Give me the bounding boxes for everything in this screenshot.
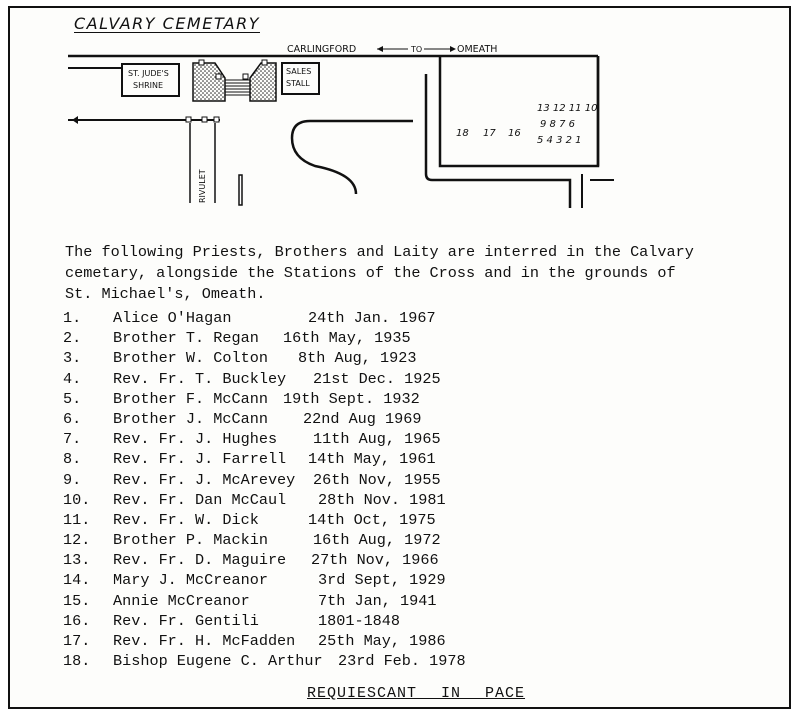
entry-date: 16th May, 1935 — [283, 329, 411, 348]
entry-name: Brother J. McCann — [113, 409, 268, 428]
entry-number: 4. — [63, 369, 82, 388]
fence-post — [202, 117, 207, 122]
gate-step-1 — [225, 80, 250, 83]
stall-label-line1: SALES — [286, 67, 312, 76]
burial-entry — [63, 390, 466, 410]
entry-date: 22nd Aug 1969 — [303, 409, 422, 428]
document-page — [8, 6, 791, 709]
shrine-label-line2: SHRINE — [133, 81, 164, 90]
entry-name: Rev. Fr. J. Farrell — [113, 450, 287, 469]
page-title: CALVARY CEMETARY — [74, 14, 260, 33]
stations-row-3: 5 4 3 2 1 — [537, 135, 582, 146]
entry-number: 13. — [63, 551, 91, 570]
entry-number: 8. — [63, 450, 82, 469]
gate-post — [243, 74, 248, 79]
curved-driveway — [292, 121, 413, 194]
entry-name: Rev. Fr. J. McArevey — [113, 470, 296, 489]
burial-entry — [63, 309, 466, 329]
arrow-left-icon — [377, 46, 383, 52]
entry-date: 21st Dec. 1925 — [313, 369, 441, 388]
burial-entry — [63, 511, 466, 531]
entry-name: Rev. Fr. Dan McCaul — [113, 490, 287, 509]
entry-name: Rev. Fr. H. McFadden — [113, 632, 296, 650]
entry-number: 10. — [63, 490, 91, 509]
rivulet-label: RIVULET — [198, 169, 207, 203]
entry-date: 27th Nov, 1966 — [311, 551, 439, 570]
burial-entry — [63, 329, 466, 349]
entry-name: Bishop Eugene C. Arthur — [113, 652, 323, 671]
entry-number: 6. — [63, 409, 82, 428]
entry-number: 1. — [63, 309, 82, 327]
burial-entry — [63, 612, 466, 632]
road-label-origin: CARLINGFORD — [287, 44, 357, 55]
entry-date: 26th Nov, 1955 — [313, 470, 441, 489]
entry-number: 17. — [63, 632, 91, 650]
entry-number: 7. — [63, 430, 82, 449]
intro-paragraph: The following Priests, Brothers and Laity are interred in the Calvary cemetary, alongside the Stations of the Cross and in the grounds of St. Michael's, Omeath. — [65, 243, 694, 303]
shrine-label-line1: ST. JUDE'S — [128, 69, 169, 78]
entry-number: 5. — [63, 389, 82, 408]
road-label-to: TO — [411, 45, 423, 54]
burial-entry — [63, 349, 466, 369]
entry-number: 11. — [63, 510, 91, 529]
burial-entry — [63, 430, 466, 450]
burial-entry — [63, 551, 466, 571]
marker-post — [239, 175, 242, 205]
gate-step-3 — [225, 92, 250, 95]
entry-date: 16th Aug, 1972 — [313, 531, 441, 550]
entry-date: 7th Jan, 1941 — [318, 591, 437, 610]
entry-name: Rev. Fr. W. Dick — [113, 510, 259, 529]
entry-number: 12. — [63, 531, 91, 550]
fence-post — [214, 117, 219, 122]
entry-name: Brother W. Colton — [113, 349, 268, 368]
burial-entry — [63, 410, 466, 430]
gate-step-2 — [225, 86, 250, 89]
station-18: 18 — [456, 128, 469, 139]
entry-name: Mary J. McCreanor — [113, 571, 268, 590]
entry-name: Brother F. McCann — [113, 389, 268, 408]
entry-date: 24th Jan. 1967 — [308, 309, 436, 327]
burial-entry — [63, 652, 466, 672]
entry-date: 3rd Sept, 1929 — [318, 571, 446, 590]
entry-date: 8th Aug, 1923 — [298, 349, 417, 368]
entry-name: Rev. Fr. T. Buckley — [113, 369, 287, 388]
station-17: 17 — [483, 128, 496, 139]
gate-post — [199, 60, 204, 65]
closing-line: REQUIESCANT IN PACE — [307, 685, 526, 702]
entry-name: Brother P. Mackin — [113, 531, 268, 550]
station-16: 16 — [508, 128, 521, 139]
entry-name: Annie McCreanor — [113, 591, 250, 610]
burial-entry — [63, 632, 466, 652]
entry-date: 23rd Feb. 1978 — [338, 652, 466, 671]
entry-number: 16. — [63, 611, 91, 630]
gate-garden-left — [193, 63, 225, 101]
entry-date: 28th Nov. 1981 — [318, 490, 446, 509]
entry-name: Rev. Fr. Gentili — [113, 611, 259, 630]
gate-garden-right — [250, 63, 276, 101]
entry-number: 14. — [63, 571, 91, 590]
gate-post — [262, 60, 267, 65]
entry-date: 14th Oct, 1975 — [308, 510, 436, 529]
entry-date: 11th Aug, 1965 — [313, 430, 441, 449]
stall-label-line2: STALL — [286, 79, 310, 88]
cemetery-map — [10, 8, 789, 228]
burial-entry — [63, 370, 466, 390]
entry-date: 25th May, 1986 — [318, 632, 446, 650]
entry-name: Rev. Fr. D. Maguire — [113, 551, 287, 570]
entry-name: Alice O'Hagan — [113, 309, 232, 327]
stations-row-1: 13 12 11 10 — [537, 103, 598, 114]
burial-entry — [63, 450, 466, 470]
entry-date: 1801-1848 — [318, 611, 401, 630]
gate-post — [216, 74, 221, 79]
arrow-right-icon — [450, 46, 456, 52]
entry-number: 2. — [63, 329, 82, 348]
burial-entry — [63, 571, 466, 591]
burial-entry — [63, 592, 466, 612]
fence-post — [186, 117, 191, 122]
burial-entry — [63, 491, 466, 511]
stations-row-2: 9 8 7 6 — [540, 119, 575, 130]
lower-road-arrow-icon — [72, 116, 78, 124]
entry-name: Brother T. Regan — [113, 329, 259, 348]
burial-list — [63, 309, 466, 672]
entry-date: 19th Sept. 1932 — [283, 389, 420, 408]
entry-number: 15. — [63, 591, 91, 610]
entry-name: Rev. Fr. J. Hughes — [113, 430, 278, 449]
road-label-destination: OMEATH — [457, 44, 498, 55]
entry-number: 18. — [63, 652, 91, 671]
burial-entry — [63, 471, 466, 491]
entry-date: 14th May, 1961 — [308, 450, 436, 469]
entry-number: 3. — [63, 349, 82, 368]
entry-number: 9. — [63, 470, 82, 489]
burial-entry — [63, 531, 466, 551]
